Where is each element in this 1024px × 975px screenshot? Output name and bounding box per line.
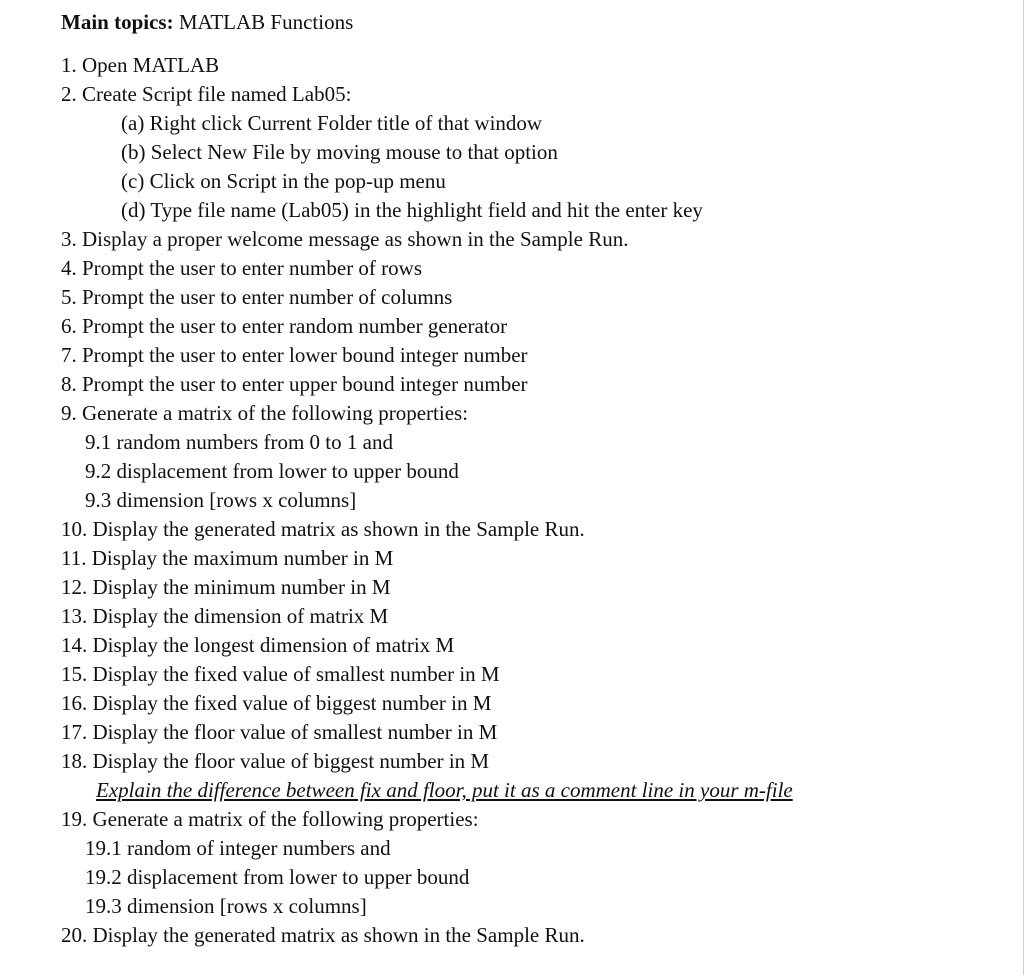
step-item (61, 747, 489, 776)
step-text: Open MATLAB (76, 53, 220, 77)
step-text: Prompt the user to enter number of rows (76, 256, 423, 280)
step-item (61, 51, 219, 80)
step-number: 15. (61, 662, 88, 686)
step-number: 17. (61, 720, 88, 744)
step-item (61, 515, 585, 544)
step-item (61, 254, 422, 283)
step-number: 2. (61, 82, 77, 106)
step-text: Generate a matrix of the following properties: (87, 807, 479, 831)
step-text: Display a proper welcome message as shown in the Sample Run. (76, 227, 629, 251)
substep-number: 9.2 (85, 459, 112, 483)
substep-text: displacement from lower to upper bound (111, 459, 459, 483)
substep-text: random numbers from 0 to 1 and (111, 430, 393, 454)
substep-number: 19.3 (85, 894, 122, 918)
step-number: 6. (61, 314, 77, 338)
substep-text: random of integer numbers and (121, 836, 391, 860)
substep-item (85, 834, 391, 863)
substep-item (85, 486, 356, 515)
step-item (61, 225, 628, 254)
step-text: Generate a matrix of the following properties: (76, 401, 469, 425)
step-text: Display the fixed value of smallest number in M (87, 662, 500, 686)
step-text: Display the maximum number in M (86, 546, 394, 570)
substep-letter: (b) (121, 140, 146, 164)
substep-text: Type file name (Lab05) in the highlight field and hit the enter key (145, 198, 703, 222)
step-item (61, 399, 468, 428)
step-text: Display the floor value of biggest number in M (87, 749, 490, 773)
step-text: Prompt the user to enter lower bound integer number (76, 343, 528, 367)
explain-note-text: Explain the difference between fix and floor, put it as a comment line in your m-file (96, 778, 793, 802)
step-item (61, 602, 388, 631)
substep-item (85, 428, 393, 457)
step-item (61, 689, 491, 718)
substep-number: 9.1 (85, 430, 112, 454)
step-number: 1. (61, 53, 77, 77)
step-text: Display the floor value of smallest number in M (87, 720, 498, 744)
substep-item (121, 109, 542, 138)
substep-item (85, 892, 367, 921)
step-number: 10. (61, 517, 88, 541)
step-text: Prompt the user to enter number of columns (76, 285, 453, 309)
step-text: Display the dimension of matrix M (87, 604, 389, 628)
substep-text: Click on Script in the pop-up menu (144, 169, 446, 193)
substep-item (85, 863, 469, 892)
step-number: 14. (61, 633, 88, 657)
step-number: 8. (61, 372, 77, 396)
substep-item (121, 196, 703, 225)
step-text: Prompt the user to enter random number generator (76, 314, 508, 338)
step-item (61, 573, 391, 602)
substep-item (121, 167, 446, 196)
step-text: Create Script file named Lab05: (76, 82, 352, 106)
step-number: 3. (61, 227, 77, 251)
heading-text: MATLAB Functions (173, 10, 354, 34)
step-item (61, 718, 497, 747)
step-number: 4. (61, 256, 77, 280)
substep-text: dimension [rows x columns] (111, 488, 357, 512)
substep-text: Right click Current Folder title of that window (144, 111, 543, 135)
step-item (61, 312, 507, 341)
step-item (61, 80, 351, 109)
step-number: 5. (61, 285, 77, 309)
step-item (61, 921, 585, 950)
step-text: Display the generated matrix as shown in the Sample Run. (87, 517, 585, 541)
step-number: 9. (61, 401, 77, 425)
step-number: 18. (61, 749, 88, 773)
substep-text: Select New File by moving mouse to that option (145, 140, 558, 164)
step-text: Prompt the user to enter upper bound integer number (76, 372, 528, 396)
substep-text: dimension [rows x columns] (121, 894, 367, 918)
step-number: 7. (61, 343, 77, 367)
step-item (61, 283, 452, 312)
step-text: Display the minimum number in M (87, 575, 391, 599)
substep-number: 9.3 (85, 488, 112, 512)
step-text: Display the longest dimension of matrix M (87, 633, 455, 657)
step-item (61, 631, 454, 660)
substep-letter: (c) (121, 169, 145, 193)
substep-item (85, 457, 459, 486)
step-number: 16. (61, 691, 88, 715)
step-text: Display the fixed value of biggest number in M (87, 691, 492, 715)
step-number: 11. (61, 546, 87, 570)
step-number: 13. (61, 604, 88, 628)
step-number: 20. (61, 923, 88, 947)
step-item (61, 370, 528, 399)
step-item (61, 341, 528, 370)
substep-letter: (d) (121, 198, 146, 222)
step-item (61, 805, 479, 834)
heading-label: Main topics: (61, 10, 174, 34)
step-item (61, 544, 393, 573)
substep-number: 19.2 (85, 865, 122, 889)
step-number: 19. (61, 807, 88, 831)
substep-number: 19.1 (85, 836, 122, 860)
step-item (61, 660, 500, 689)
substep-letter: (a) (121, 111, 145, 135)
explain-note (96, 776, 793, 805)
step-number: 12. (61, 575, 88, 599)
page-heading (61, 8, 353, 37)
step-text: Display the generated matrix as shown in the Sample Run. (87, 923, 585, 947)
substep-item (121, 138, 558, 167)
substep-text: displacement from lower to upper bound (121, 865, 470, 889)
